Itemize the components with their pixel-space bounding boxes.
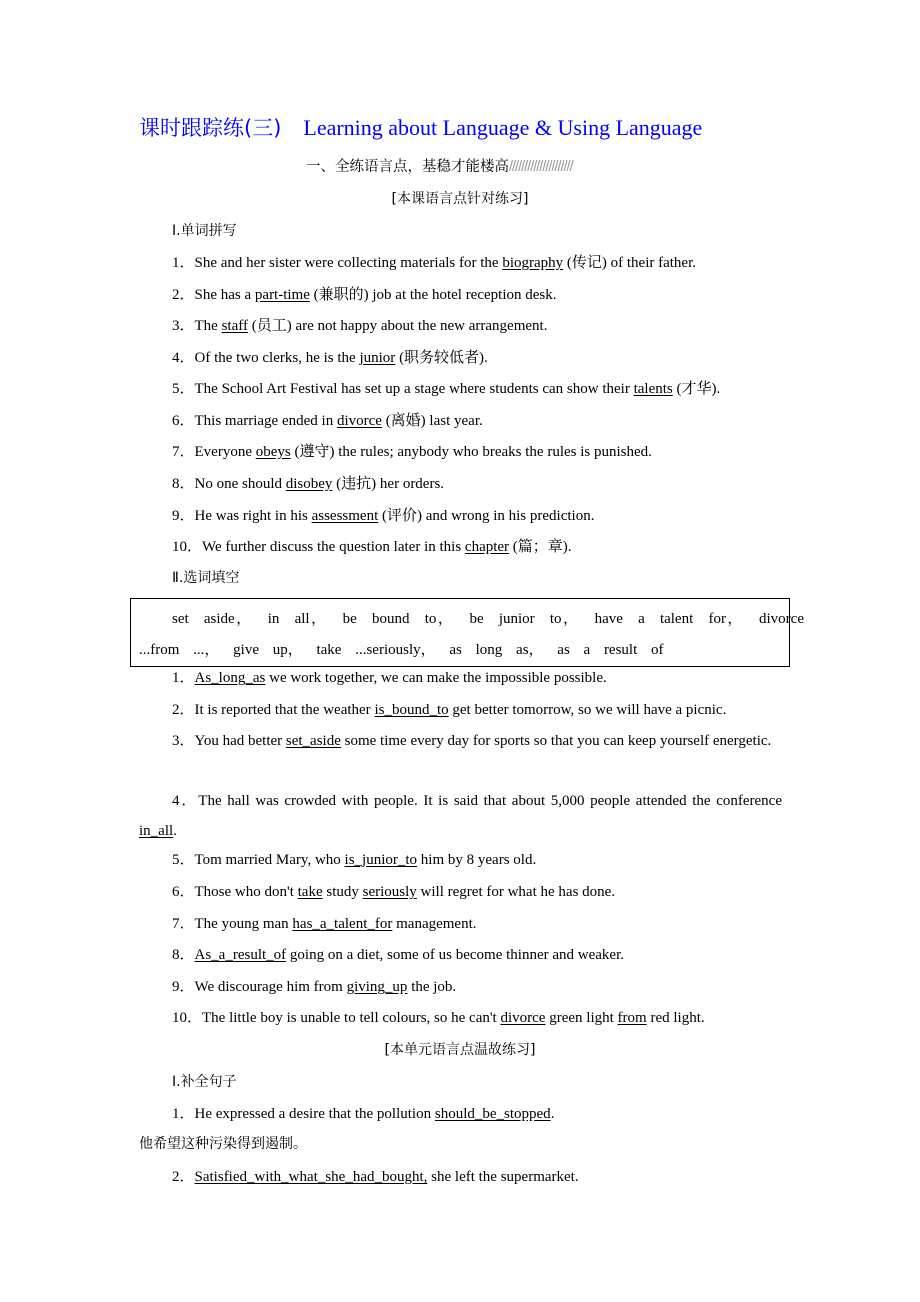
item-text: 6．Those who don't: [172, 884, 298, 900]
answer-text: junior: [359, 350, 396, 366]
answer-text: divorce: [500, 1010, 546, 1026]
item-text: will regret for what he has done.: [416, 884, 616, 900]
item-text: (篇；章).: [509, 539, 572, 555]
item-text: 6．This marriage ended in: [172, 413, 337, 429]
item-text: (传记) of their father.: [563, 255, 697, 271]
list-item: [172, 1167, 579, 1187]
answer-text: As_a_result_of: [194, 947, 287, 963]
answer-text: seriously: [362, 884, 417, 900]
answer-text: Satisfied_with_what_she_had_bought,: [194, 1169, 428, 1185]
section-header-text: 一、全练语言点，基稳才能楼高: [306, 159, 509, 175]
item-text: 2．: [172, 1169, 195, 1185]
list-item: [172, 348, 488, 368]
item-text: (兼职的) job at the hotel reception desk.: [309, 287, 557, 303]
item-text: (职务较低者).: [395, 350, 488, 366]
page-title: [139, 114, 702, 142]
answer-text: set_aside: [285, 733, 341, 749]
item-text: 9．He was right in his: [172, 508, 312, 524]
item-text: the job.: [407, 979, 457, 995]
answer-text: giving_up: [346, 979, 408, 995]
item-text: 3．The: [172, 318, 222, 334]
list-item: [172, 285, 557, 305]
list-item: [172, 850, 536, 870]
item-text: (违抗) her orders.: [332, 476, 445, 492]
item-text: 7．The young man: [172, 916, 293, 932]
word-box-text: set aside， in all， be bound to， be junior to， have a talent for， divorce ...from ...， give up， take ...seriously， as long as， as a result of: [139, 611, 804, 658]
item-text: 3．You had better: [172, 733, 286, 749]
list-item: [139, 726, 782, 756]
list-item: [172, 506, 594, 526]
item-text: 1．She and her sister were collecting materials for the: [172, 255, 503, 271]
item-text: 5．The School Art Festival has set up a stage where students can show their: [172, 381, 634, 397]
list-item: [172, 379, 720, 399]
item-text: 2．She has a: [172, 287, 255, 303]
sec2-title: Ⅱ.选词填空: [172, 570, 240, 586]
answer-text: part-time: [254, 287, 310, 303]
part2-sec1-title: Ⅰ.补全句子: [172, 1074, 237, 1090]
item-text: (员工) are not happy about the new arrangement.: [247, 318, 548, 334]
item-text: red light.: [646, 1010, 705, 1026]
answer-text: has_a_talent_for: [292, 916, 393, 932]
answer-text: divorce: [336, 413, 382, 429]
list-item: [172, 700, 726, 720]
list-item: [172, 945, 624, 965]
title-en: Learning about Language & Using Language: [303, 115, 703, 140]
item-text: some time every day for sports so that you can keep yourself energetic.: [340, 733, 772, 749]
item-text: (离婚) last year.: [381, 413, 483, 429]
item-text: 1．He expressed a desire that the pollution: [172, 1106, 435, 1122]
answer-text: obeys: [255, 444, 291, 460]
part2-label: [本单元语言点温故练习]: [384, 1042, 536, 1058]
list-item: [139, 1134, 307, 1154]
list-item: [172, 1104, 554, 1124]
answer-text: talents: [633, 381, 673, 397]
list-item: [172, 316, 547, 336]
answer-text: chapter: [464, 539, 510, 555]
item-text: 8．: [172, 947, 195, 963]
list-item: [172, 668, 607, 688]
item-text: 5．Tom married Mary, who: [172, 852, 345, 868]
item-text: 4．The hall was crowded with people. It is said that about 5,000 people attended the conference: [172, 793, 782, 809]
item-text: management.: [392, 916, 477, 932]
answer-text: biography: [502, 255, 564, 271]
item-text: 1．: [172, 670, 195, 686]
item-text: him by 8 years old.: [417, 852, 537, 868]
list-item: [172, 442, 652, 462]
hatch-decoration: /////////////////////: [509, 159, 573, 175]
answer-text: assessment: [311, 508, 379, 524]
list-item: [172, 1008, 705, 1028]
answer-text: As_long_as: [194, 670, 266, 686]
item-text: get better tomorrow, so we will have a picnic.: [448, 702, 727, 718]
item-text: study: [322, 884, 363, 900]
item-text: going on a diet, some of us become thinner and weaker.: [286, 947, 624, 963]
item-text: she left the supermarket.: [427, 1169, 579, 1185]
item-text: .: [550, 1106, 555, 1122]
item-text: 他希望这种污染得到遏制。: [139, 1136, 307, 1152]
item-text: 10．We further discuss the question later in this: [172, 539, 465, 555]
item-text: .: [173, 823, 177, 839]
item-text: (评价) and wrong in his prediction.: [378, 508, 595, 524]
item-text: (才华).: [672, 381, 721, 397]
list-item: [172, 253, 696, 273]
sec1-title: Ⅰ.单词拼写: [172, 223, 237, 239]
answer-text: should_be_stopped: [434, 1106, 551, 1122]
list-item: [172, 474, 444, 494]
list-item: [172, 411, 483, 431]
list-item: [172, 537, 572, 557]
item-text: 4．Of the two clerks, he is the: [172, 350, 360, 366]
list-item: [172, 977, 456, 997]
list-item: [139, 786, 782, 846]
answer-text: is_bound_to: [374, 702, 449, 718]
answer-text: take: [297, 884, 323, 900]
item-text: 2．It is reported that the weather: [172, 702, 375, 718]
answer-text: staff: [221, 318, 248, 334]
answer-text: is_junior_to: [344, 852, 418, 868]
item-text: (遵守) the rules; anybody who breaks the rules is punished.: [290, 444, 652, 460]
list-item: [172, 882, 615, 902]
list-item: [172, 914, 477, 934]
item-text: 9．We discourage him from: [172, 979, 347, 995]
section-header: [306, 157, 573, 177]
title-cn: 课时跟踪练(三): [139, 116, 282, 140]
word-box: [130, 598, 804, 667]
item-text: green light: [545, 1010, 618, 1026]
item-text: we work together, we can make the impossible possible.: [265, 670, 607, 686]
item-text: 10．The little boy is unable to tell colours, so he can't: [172, 1010, 501, 1026]
part1-label: [本课语言点针对练习]: [391, 191, 529, 207]
item-text: 7．Everyone: [172, 444, 256, 460]
answer-text: from: [617, 1010, 647, 1026]
answer-text: in_all: [139, 823, 174, 839]
item-text: 8．No one should: [172, 476, 286, 492]
answer-text: disobey: [285, 476, 333, 492]
